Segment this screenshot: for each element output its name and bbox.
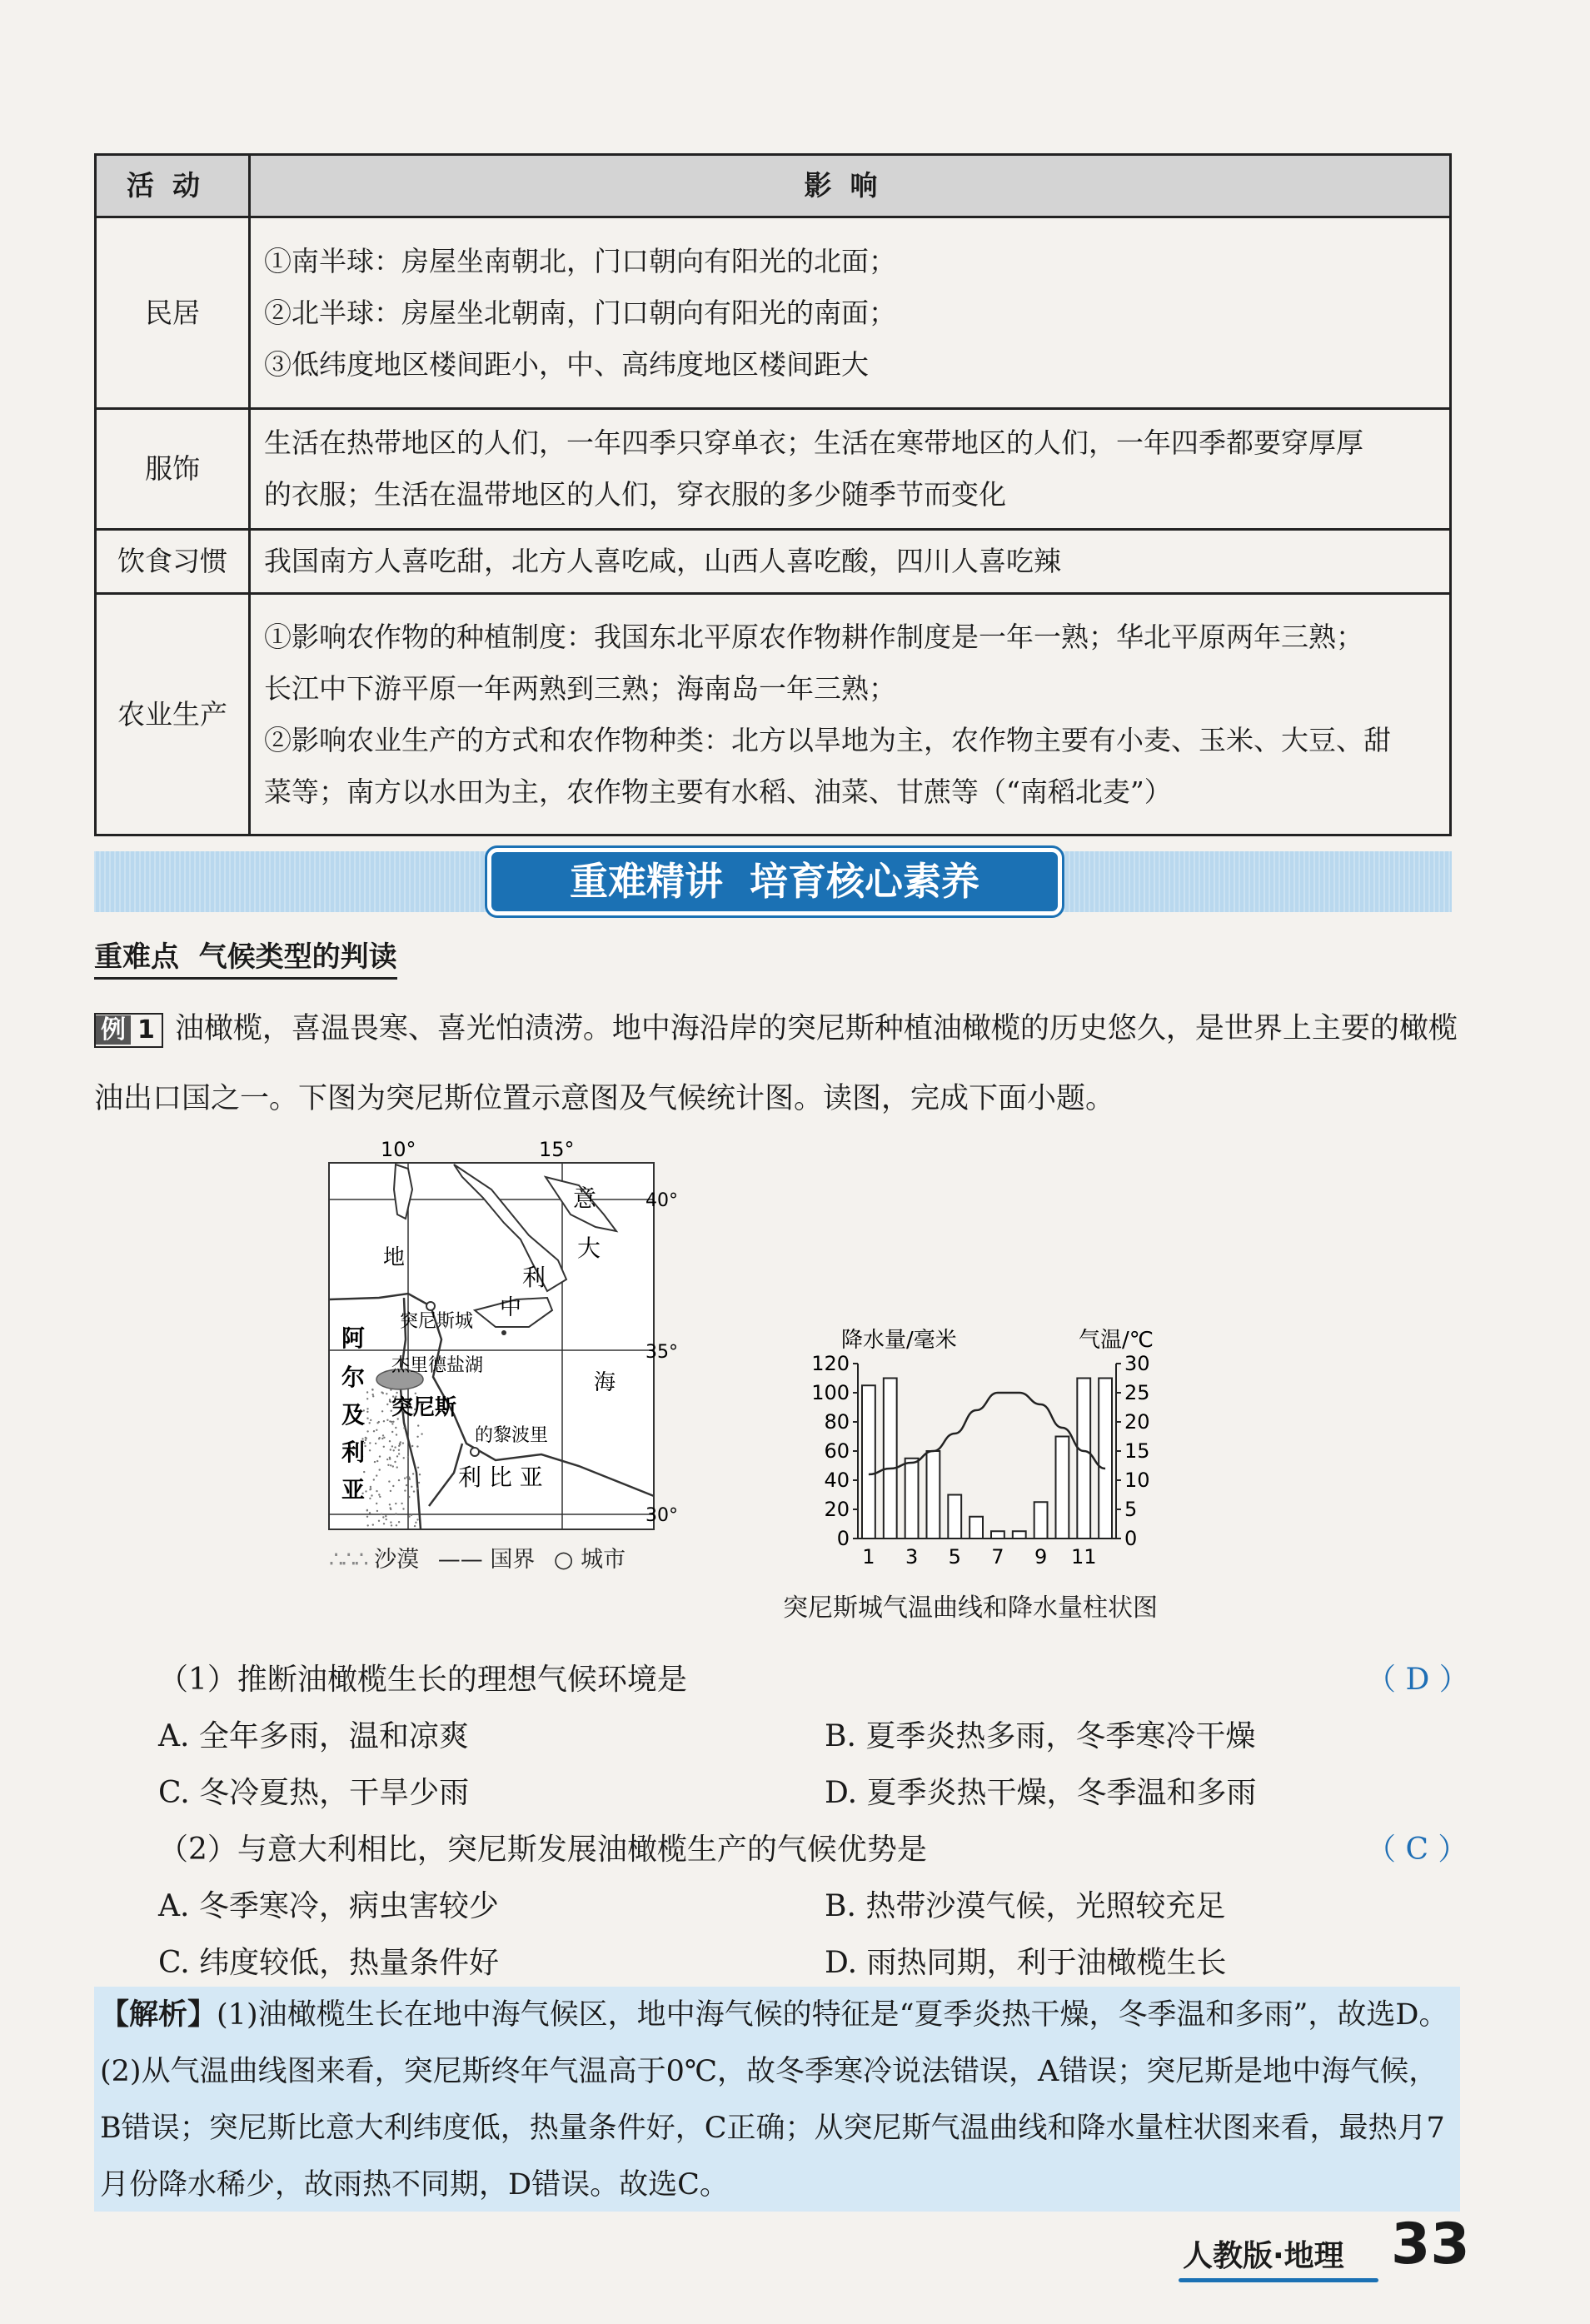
label-di: 地 — [383, 1245, 406, 1270]
right-axis-label: 气温/℃ — [1079, 1328, 1154, 1353]
desert-dot — [365, 1439, 366, 1441]
desert-dot — [398, 1449, 400, 1451]
city-marker — [501, 1330, 506, 1335]
left-tick-label: 60 — [824, 1439, 850, 1463]
lon-label-10: 10° — [381, 1138, 416, 1161]
precipitation-bar — [1077, 1379, 1090, 1539]
desert-dot — [396, 1392, 397, 1394]
desert-dot — [366, 1411, 368, 1413]
desert-dot — [376, 1474, 377, 1476]
left-tick-label: 120 — [811, 1352, 850, 1375]
desert-dot — [407, 1456, 409, 1458]
desert-dot — [376, 1429, 377, 1431]
desert-dot — [383, 1446, 385, 1448]
precipitation-bar — [969, 1517, 983, 1539]
table-row — [96, 594, 1451, 835]
desert-dot — [386, 1404, 388, 1405]
label-li: 利 — [522, 1264, 546, 1291]
desert-dot — [387, 1464, 389, 1466]
table-row — [96, 409, 1451, 530]
desert-dot — [379, 1437, 381, 1439]
precipitation-bar — [862, 1385, 875, 1539]
desert-dot — [366, 1509, 368, 1511]
desert-dot — [372, 1524, 374, 1525]
effect-line: ①影响农作物的种植制度：我国东北平原农作物耕作制度是一年一熟；华北平原两年三熟； — [264, 620, 1363, 653]
label-salt-lake: 杰里德盐湖 — [391, 1355, 484, 1376]
label-algeria-4: 利 — [341, 1439, 366, 1466]
desert-dot — [369, 1449, 371, 1451]
analysis-text — [100, 1987, 1458, 2213]
desert-dot — [376, 1510, 378, 1512]
desert-dot — [404, 1489, 406, 1491]
precipitation-bar — [1056, 1437, 1069, 1539]
desert-dot — [372, 1394, 374, 1395]
q1-option-d: D. 夏季炎热干燥，冬季温和多雨 — [825, 1776, 1257, 1810]
label-tripoli: 的黎波里 — [475, 1425, 549, 1446]
desert-dot — [395, 1513, 396, 1514]
banner-title: 重难精讲 培育核心素养 — [487, 848, 1062, 915]
city-tunis — [426, 1302, 435, 1310]
desert-dot — [408, 1476, 410, 1478]
left-axis-label: 降水量/毫米 — [841, 1328, 957, 1353]
desert-dot — [402, 1508, 404, 1509]
x-tick-label: 9 — [1034, 1545, 1048, 1568]
label-da: 大 — [577, 1234, 601, 1262]
desert-dot — [419, 1474, 421, 1475]
desert-dot — [398, 1453, 400, 1454]
desert-dot — [381, 1438, 383, 1439]
example-intro — [94, 994, 1460, 1134]
desert-dot — [371, 1494, 372, 1496]
desert-dot — [383, 1420, 385, 1422]
q2-option-a: A. 冬季寒冷，病虫害较少 — [158, 1889, 499, 1923]
right-tick-label: 30 — [1124, 1352, 1150, 1375]
desert-dot — [404, 1478, 406, 1479]
desert-dot — [415, 1522, 416, 1524]
row-effect — [250, 530, 1451, 594]
header-effect: 影响 — [250, 155, 1451, 217]
row-activity: 农业生产 — [96, 594, 250, 835]
desert-dot — [408, 1515, 410, 1517]
row-activity: 服饰 — [96, 409, 250, 530]
desert-dot — [376, 1503, 377, 1504]
desert-dot — [391, 1423, 393, 1424]
footer-underline — [1179, 2278, 1378, 2282]
desert-dot — [367, 1524, 369, 1526]
desert-dot — [395, 1503, 396, 1504]
table-header-row — [96, 155, 1451, 217]
legend-desert-icon: ∴∴∴ — [329, 1547, 367, 1573]
desert-dot — [401, 1503, 402, 1504]
legend-city-label: 城市 — [581, 1547, 626, 1573]
desert-dot — [392, 1465, 394, 1467]
table-row — [96, 530, 1451, 594]
desert-dot — [386, 1459, 388, 1460]
desert-dot — [381, 1514, 382, 1515]
legend-city-icon: ○ — [553, 1547, 574, 1573]
effect-line: ②北半球：房屋坐北朝南，门口朝向有阳光的南面； — [264, 296, 896, 329]
right-tick-label: 25 — [1124, 1381, 1150, 1404]
precipitation-bar — [991, 1531, 1004, 1539]
left-tick-label: 80 — [824, 1410, 850, 1434]
label-yi: 意 — [573, 1184, 597, 1212]
effect-line: ①南半球：房屋坐南朝北，门口朝向有阳光的北面； — [264, 244, 896, 277]
desert-dot — [370, 1419, 371, 1421]
example-intro-text: 油橄榄，喜温畏寒、喜光怕渍涝。地中海沿岸的突尼斯种植油橄榄的历史悠久，是世界上主要的橄榄油出口国之一。下图为突尼斯位置示意图及气候统计图。读图，完成下面小题。 — [94, 1012, 1458, 1115]
desert-dot — [369, 1498, 371, 1499]
desert-dot — [409, 1479, 411, 1480]
header-activity: 活动 — [96, 155, 250, 217]
desert-dot — [406, 1476, 408, 1478]
desert-dot — [390, 1389, 391, 1390]
desert-dot — [398, 1521, 400, 1523]
effect-line: 菜等；南方以水田为主，农作物主要有水稻、油菜、甘蔗等（“南稻北麦”） — [264, 775, 1172, 808]
desert-dot — [396, 1455, 398, 1457]
effect-line: 长江中下游平原一年两熟到三熟；海南岛一年三熟； — [264, 671, 896, 705]
precipitation-bar — [884, 1379, 897, 1539]
desert-dot — [383, 1523, 385, 1524]
left-tick-label: 100 — [811, 1381, 850, 1404]
desert-dot — [418, 1482, 420, 1484]
city-tripoli — [471, 1448, 479, 1456]
desert-dot — [398, 1479, 400, 1481]
desert-dot — [383, 1437, 385, 1439]
desert-dot — [402, 1442, 404, 1444]
left-tick-label: 20 — [824, 1498, 850, 1521]
desert-dot — [386, 1393, 387, 1394]
table-row — [96, 217, 1451, 409]
desert-dot — [389, 1400, 391, 1402]
desert-dot — [385, 1515, 386, 1517]
desert-dot — [390, 1521, 391, 1523]
q1-option-b: B. 夏季炎热多雨，冬季寒冷干燥 — [825, 1719, 1256, 1753]
desert-dot — [417, 1467, 419, 1469]
desert-dot — [376, 1422, 378, 1424]
desert-dot — [390, 1490, 391, 1492]
question-1-stem: （1）推断油橄榄生长的理想气候环境是 — [158, 1663, 687, 1697]
desert-dot — [363, 1471, 365, 1473]
desert-dot — [365, 1490, 366, 1492]
desert-dot — [382, 1516, 384, 1518]
desert-dot — [369, 1422, 371, 1424]
effect-line: ③低纬度地区楼间距小，中、高纬度地区楼间距大 — [264, 347, 869, 381]
page-number: 33 — [1391, 2212, 1470, 2277]
q2-option-b: B. 热带沙漠气候，光照较充足 — [825, 1889, 1226, 1923]
left-tick-label: 0 — [836, 1527, 850, 1550]
desert-dot — [374, 1461, 376, 1463]
desert-dot — [375, 1443, 376, 1444]
label-tunis-city: 突尼斯城 — [400, 1311, 474, 1332]
desert-dot — [366, 1418, 368, 1419]
desert-dot — [386, 1419, 388, 1421]
precipitation-bar — [1013, 1531, 1026, 1539]
desert-dot — [379, 1469, 381, 1470]
temperature-line — [869, 1393, 1105, 1474]
desert-dot — [366, 1398, 368, 1399]
desert-dot — [411, 1514, 412, 1516]
desert-dot — [373, 1430, 375, 1432]
right-tick-label: 20 — [1124, 1410, 1150, 1434]
desert-dot — [391, 1524, 392, 1526]
desert-dot — [370, 1486, 371, 1488]
question-2-answer: （ C ） — [1366, 1833, 1468, 1867]
desert-dot — [369, 1512, 371, 1514]
label-algeria-3: 及 — [341, 1401, 366, 1429]
effect-line: 我国南方人喜吃甜，北方人喜吃咸，山西人喜吃酸，四川人喜吃辣 — [264, 545, 1061, 577]
desert-dot — [396, 1434, 397, 1435]
desert-dot — [394, 1461, 396, 1463]
precipitation-bar — [905, 1459, 919, 1539]
label-algeria-1: 阿 — [341, 1324, 366, 1352]
example-tag-number: 1 — [137, 1015, 155, 1045]
desert-dot — [391, 1431, 393, 1433]
right-tick-label: 10 — [1124, 1469, 1150, 1492]
desert-dot — [372, 1395, 374, 1397]
question-1-answer: （ D ） — [1366, 1663, 1469, 1697]
label-zhong: 中 — [500, 1295, 522, 1320]
desert-dot — [411, 1486, 412, 1488]
row-effect — [250, 409, 1451, 530]
desert-dot — [396, 1524, 397, 1526]
desert-dot — [376, 1460, 378, 1462]
desert-dot — [413, 1490, 415, 1492]
desert-dot — [382, 1434, 384, 1436]
desert-dot — [386, 1519, 387, 1520]
desert-dot — [389, 1504, 391, 1505]
label-algeria-5: 亚 — [341, 1476, 366, 1504]
desert-dot — [416, 1436, 418, 1438]
desert-dot — [389, 1440, 391, 1442]
chart-caption: 突尼斯城气温曲线和降水量柱状图 — [783, 1593, 1158, 1623]
question-2-stem: （2）与意大利相比，突尼斯发展油橄榄生产的气候优势是 — [158, 1833, 927, 1867]
right-tick-label: 5 — [1124, 1498, 1138, 1521]
precipitation-bar — [1034, 1502, 1048, 1539]
desert-dot — [403, 1427, 405, 1429]
q1-option-a: A. 全年多雨，温和凉爽 — [158, 1719, 469, 1753]
desert-dot — [408, 1496, 410, 1498]
desert-dot — [394, 1446, 396, 1448]
desert-dot — [366, 1391, 368, 1393]
desert-dot — [416, 1519, 418, 1520]
desert-dot — [390, 1464, 391, 1466]
label-algeria-2: 尔 — [341, 1364, 366, 1391]
desert-dot — [391, 1445, 393, 1447]
desert-dot — [393, 1449, 395, 1451]
q2-option-d: D. 雨热同期，利于油橄榄生长 — [825, 1946, 1227, 1980]
desert-dot — [406, 1484, 407, 1486]
desert-dot — [373, 1479, 375, 1480]
desert-dot — [400, 1441, 401, 1443]
activity-effect-table — [94, 153, 1452, 836]
desert-dot — [395, 1427, 396, 1429]
desert-dot — [403, 1457, 405, 1459]
desert-dot — [390, 1449, 391, 1450]
label-tunisia: 突尼斯 — [391, 1395, 457, 1420]
desert-dot — [382, 1392, 384, 1394]
row-activity: 饮食习惯 — [96, 530, 250, 594]
row-activity: 民居 — [96, 217, 250, 409]
left-tick-label: 40 — [824, 1469, 850, 1492]
desert-dot — [421, 1433, 422, 1434]
desert-dot — [417, 1424, 419, 1426]
lat-label-30: 30° — [645, 1505, 678, 1526]
desert-dot — [366, 1408, 368, 1409]
label-libya: 利 比 亚 — [458, 1464, 543, 1491]
desert-dot — [376, 1490, 377, 1492]
desert-dot — [366, 1430, 368, 1432]
precipitation-bar — [927, 1451, 940, 1539]
legend-border-label: 国界 — [490, 1547, 536, 1573]
analysis-tag: 【解析】 — [100, 1998, 217, 2032]
row-effect — [250, 594, 1451, 835]
example-tag-label: 例 — [96, 1015, 131, 1045]
desert-dot — [370, 1488, 371, 1489]
desert-dot — [391, 1421, 392, 1423]
effect-line: 的衣服；生活在温带地区的人们，穿衣服的多少随季节而变化 — [264, 478, 1006, 511]
label-hai: 海 — [594, 1370, 616, 1395]
desert-dot — [392, 1421, 394, 1423]
analysis-body: (1)油橄榄生长在地中海气候区，地中海气候的特征是“夏季炎热干燥，冬季温和多雨”，故选D。(2)从气温曲线图来看，突尼斯终年气温高于0℃，故冬季寒冷说法错误，A错误；突尼斯是地中海气候，B错误；突尼斯比意大利纬度低，热量条件好，C正确；从突尼斯气温曲线和降水量柱状图来看，最热月7月份降水稀少，故雨热不同期，D错误。故选C。 — [100, 1998, 1448, 2202]
desert-dot — [388, 1480, 390, 1482]
legend-desert-label: 沙漠 — [374, 1547, 420, 1573]
desert-dot — [396, 1466, 398, 1468]
desert-dot — [416, 1488, 418, 1489]
section-title: 重难点 气候类型的判读 — [94, 937, 397, 980]
effect-line: 生活在热带地区的人们，一年四季只穿单衣；生活在寒带地区的人们，一年四季都要穿厚厚 — [264, 426, 1363, 459]
lat-label-35: 35° — [645, 1342, 678, 1363]
example-tag — [94, 1013, 163, 1048]
q2-option-c: C. 纬度较低，热量条件好 — [158, 1946, 500, 1980]
desert-dot — [390, 1507, 391, 1509]
lat-label-40: 40° — [645, 1190, 678, 1211]
desert-dot — [389, 1457, 391, 1459]
desert-dot — [415, 1393, 416, 1394]
row-effect — [250, 217, 1451, 409]
x-tick-label: 7 — [991, 1545, 1004, 1568]
footer-book-label: 人教版·地理 — [1183, 2239, 1344, 2273]
q1-option-c: C. 冬冷夏热，干旱少雨 — [158, 1776, 470, 1810]
desert-dot — [411, 1445, 413, 1447]
right-tick-label: 15 — [1124, 1439, 1150, 1463]
desert-dot — [378, 1520, 380, 1522]
map-legend — [329, 1541, 626, 1573]
desert-dot — [379, 1455, 381, 1457]
desert-dot — [369, 1442, 371, 1444]
x-tick-label: 5 — [948, 1545, 961, 1568]
precipitation-bar — [948, 1495, 961, 1539]
desert-dot — [378, 1494, 380, 1495]
x-tick-label: 3 — [905, 1545, 919, 1568]
desert-dot — [392, 1485, 394, 1487]
desert-dot — [412, 1473, 414, 1474]
tunisia-location-map — [329, 1138, 678, 1543]
desert-dot — [371, 1389, 373, 1390]
lon-label-15: 15° — [539, 1138, 575, 1161]
desert-dot — [414, 1525, 416, 1527]
precipitation-bar — [1099, 1379, 1112, 1539]
effect-line: ②影响农业生产的方式和农作物种类：北方以旱地为主，农作物主要有小麦、玉米、大豆、甜 — [264, 723, 1391, 756]
legend-border-icon: —— — [437, 1547, 483, 1573]
climate-chart — [811, 1320, 1195, 1590]
x-tick-label: 11 — [1070, 1545, 1097, 1568]
x-tick-label: 1 — [862, 1545, 875, 1568]
desert-dot — [416, 1445, 418, 1447]
desert-dot — [381, 1410, 383, 1412]
right-tick-label: 0 — [1124, 1527, 1138, 1550]
desert-dot — [366, 1516, 368, 1518]
desert-dot — [379, 1496, 381, 1498]
